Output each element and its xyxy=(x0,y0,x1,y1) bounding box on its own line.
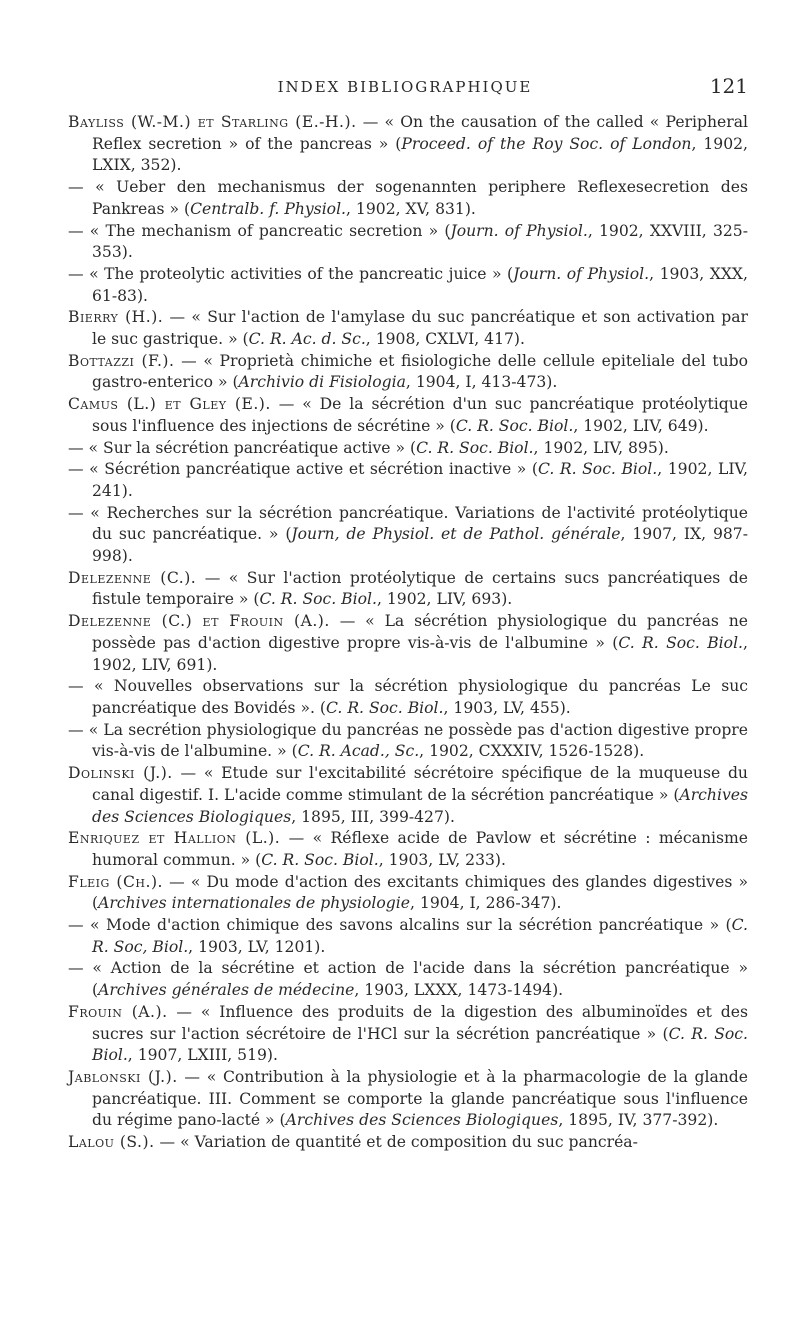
entry-author: Bierry (H.). xyxy=(68,308,164,327)
bibliography-entry xyxy=(68,568,748,611)
entry-journal: Archives des Sciences Biologiques xyxy=(285,1111,559,1130)
entry-title: — « Sécrétion pancréatique active et sécrétion inactive » ( xyxy=(68,460,538,479)
entry-title: — « De la sécrétion d'un suc pancréatique protéolytique sous l'influence des injections de sécrétine » ( xyxy=(92,395,749,435)
entry-journal: Proceed. of the Roy Soc. of London xyxy=(401,134,692,153)
entry-reference: , 1907, LXIII, 519). xyxy=(127,1046,278,1065)
entry-title: — « Nouvelles observations sur la sécrétion physiologique du pancréas Le suc pancréatique des Bovidés ». ( xyxy=(68,677,748,717)
entry-reference: , 1904, I, 286-347). xyxy=(410,894,562,913)
entry-journal: C. R. Soc. Biol. xyxy=(618,633,744,652)
entry-title: — « Variation de quantité et de composition du suc pancréa- xyxy=(154,1133,638,1152)
entry-author: Enriquez et Hallion (L.). xyxy=(68,829,281,848)
bibliography-entry xyxy=(68,307,748,350)
bibliography-entry xyxy=(68,438,748,460)
entry-journal: Centralb. f. Physiol. xyxy=(190,199,347,218)
entry-title: — « Réflexe acide de Pavlow et sécrétine : mécanisme humoral commun. » ( xyxy=(92,829,748,869)
entry-journal: Archives internationales de physiologie xyxy=(98,894,410,913)
entry-title: — « On the causation of the called « Peripheral Reflex secretion » of the pancreas » ( xyxy=(92,113,748,153)
bibliography-entry xyxy=(68,351,748,394)
bibliography-entry xyxy=(68,915,748,958)
entry-reference: , 1902, LXIX, 352). xyxy=(92,134,749,175)
entry-reference: , 1902, CXXXIV, 1526-1528). xyxy=(419,742,645,761)
bibliography-entry xyxy=(68,221,748,264)
entry-journal: C. R. Soc. Biol. xyxy=(455,416,574,435)
entry-title: — « La sécrétion physiologique du pancréas ne possède pas d'action digestive propre vis-à-vis de l'albumine » ( xyxy=(92,612,749,652)
entry-title: — « Proprietà chimiche et fisiologiche delle cellule epiteliale del tubo gastro-enterico » ( xyxy=(92,351,748,392)
page-header xyxy=(62,76,748,106)
entry-title: — « Sur l'action protéolytique de certains sucs pancréatiques de fistule temporaire » ( xyxy=(92,568,748,609)
entry-title: — « The proteolytic activities of the pancreatic juice » ( xyxy=(68,264,514,283)
entry-journal: C. R. Soc. Biol. xyxy=(259,590,377,609)
entry-author: Bottazzi (F.). xyxy=(68,351,175,370)
entry-author: Lalou (S.). xyxy=(68,1133,155,1152)
bibliography-entry xyxy=(68,611,748,676)
entry-title: — « Influence des produits de la digestion des albuminoïdes et des sucres sur l'action sécrétoire de l'HCl sur la sécrétion pancréatique » ( xyxy=(92,1002,748,1043)
bibliography-entry xyxy=(68,177,748,220)
entry-journal: Journ, de Physiol. et de Pathol. générale xyxy=(291,525,621,544)
entry-reference: , 1895, IV, 377-392). xyxy=(558,1111,719,1130)
page-number: 121 xyxy=(709,74,748,98)
entry-author: Dolinski (J.). xyxy=(68,764,173,783)
bibliography-entry xyxy=(68,720,748,763)
entry-author: Jablonski (J.). xyxy=(68,1067,178,1086)
entry-reference: , 1895, III, 399-427). xyxy=(291,807,455,826)
entry-author: Bayliss (W.-M.) et Starling (E.-H.). xyxy=(68,113,357,131)
entry-reference: , 1902, LIV, 895). xyxy=(533,438,669,457)
entry-journal: C. R. Acad., Sc. xyxy=(297,742,420,761)
entry-reference: , 1903, LV, 455). xyxy=(443,698,571,717)
entry-reference: , 1902, LIV, 649). xyxy=(573,416,709,435)
entry-reference: , 1902, LIV, 241). xyxy=(92,460,748,500)
entry-title: — « Sur la sécrétion pancréatique active » ( xyxy=(68,438,417,457)
entry-author: Frouin (A.). xyxy=(68,1002,168,1021)
bibliography-entry xyxy=(68,676,748,719)
bibliography-entry xyxy=(68,763,748,828)
entry-title: — « Du mode d'action des excitants chimiques des glandes digestives » ( xyxy=(92,872,748,913)
bibliography-entry xyxy=(68,1132,748,1154)
entry-reference: , 1902, LIV, 691). xyxy=(92,633,748,674)
entry-author: Fleig (Ch.). xyxy=(68,872,164,891)
entry-title: — « The mechanism of pancreatic secretion » ( xyxy=(68,221,451,240)
entry-journal: C. R. Soc. Biol. xyxy=(261,850,379,869)
entry-reference: , 1902, LIV, 693). xyxy=(376,590,513,609)
bibliography-entry xyxy=(68,828,748,871)
bibliography-entry xyxy=(68,1002,748,1067)
entry-reference: , 1903, XXX, 61-83). xyxy=(92,264,748,305)
entry-reference: , 1907, IX, 987-998). xyxy=(92,525,748,566)
entry-author: Delezenne (C.) et Frouin (A.). xyxy=(68,612,330,631)
entry-title: — « Ueber den mechanismus der sogenannten periphere Reflexesecretion des Pankreas » ( xyxy=(68,178,748,218)
entry-reference: , 1902, XV, 831). xyxy=(346,199,476,218)
entry-journal: Archives des Sciences Biologiques xyxy=(92,785,748,826)
entry-title: — « Etude sur l'excitabilité sécrétoire spécifique de la muqueuse du canal digestif. I. L'acide comme stimulant de la sécrétion pancréatique » ( xyxy=(92,764,748,804)
entry-reference: , 1903, LV, 233). xyxy=(378,850,506,869)
bibliography-entry xyxy=(68,394,748,437)
entry-journal: C. R. Soc, Biol. xyxy=(92,916,748,956)
entry-journal: C. R. Soc. Biol. xyxy=(92,1024,748,1065)
entry-reference: , 1908, CXLVI, 417). xyxy=(365,330,525,349)
entry-reference: , 1903, LXXX, 1473-1494). xyxy=(354,981,564,1000)
bibliography-list xyxy=(68,112,748,1154)
bibliography-entry xyxy=(68,503,748,568)
entry-reference: , 1902, XXVIII, 325-353). xyxy=(92,221,748,262)
bibliography-entry xyxy=(68,1067,748,1132)
entry-reference: , 1904, I, 413-473). xyxy=(405,373,558,392)
bibliography-entry xyxy=(68,264,748,307)
entry-journal: C. R. Soc. Biol. xyxy=(416,438,534,457)
entry-journal: C. R. Soc. Biol. xyxy=(537,460,658,479)
running-title: INDEX BIBLIOGRAPHIQUE xyxy=(277,78,533,96)
entry-title: — « Action de la sécrétine et action de l'acide dans la sécrétion pancréatique » ( xyxy=(68,959,748,1000)
entry-title: — « Recherches sur la sécrétion pancréatique. Variations de l'activité protéolytique du suc pancréatique. » ( xyxy=(68,503,748,544)
entry-journal: Archivio di Fisiologia xyxy=(238,373,406,392)
bibliography-entry xyxy=(68,872,748,915)
entry-author: Delezenne (C.). xyxy=(68,568,197,587)
entry-journal: C. R. Soc. Biol. xyxy=(326,698,444,717)
entry-journal: Journ. of Physiol. xyxy=(450,221,588,240)
bibliography-entry xyxy=(68,459,748,502)
entry-title: — « Mode d'action chimique des savons alcalins sur la sécrétion pancréatique » ( xyxy=(68,916,732,935)
entry-title: — « Contribution à la physiologie et à la pharmacologie de la glande pancréatique. III. Comment se comporte la glande pancréatique sous l'influence du régime pano-lacté » ( xyxy=(92,1067,748,1130)
bibliography-entry xyxy=(68,112,748,177)
entry-title: — « Sur l'action de l'amylase du suc pancréatique et son activation par le suc gastrique. » ( xyxy=(92,308,749,349)
entry-title: — « La secrétion physiologique du pancréas ne possède pas d'action digestive propre vis-à-vis de l'albumine. » ( xyxy=(68,720,748,761)
entry-journal: Journ. of Physiol. xyxy=(513,264,650,283)
entry-reference: , 1903, LV, 1201). xyxy=(188,937,326,956)
bibliography-entry xyxy=(68,958,748,1001)
entry-author: Camus (L.) et Gley (E.). xyxy=(68,395,271,414)
entry-journal: Archives générales de médecine xyxy=(98,981,355,1000)
entry-journal: C. R. Ac. d. Sc. xyxy=(248,330,366,349)
